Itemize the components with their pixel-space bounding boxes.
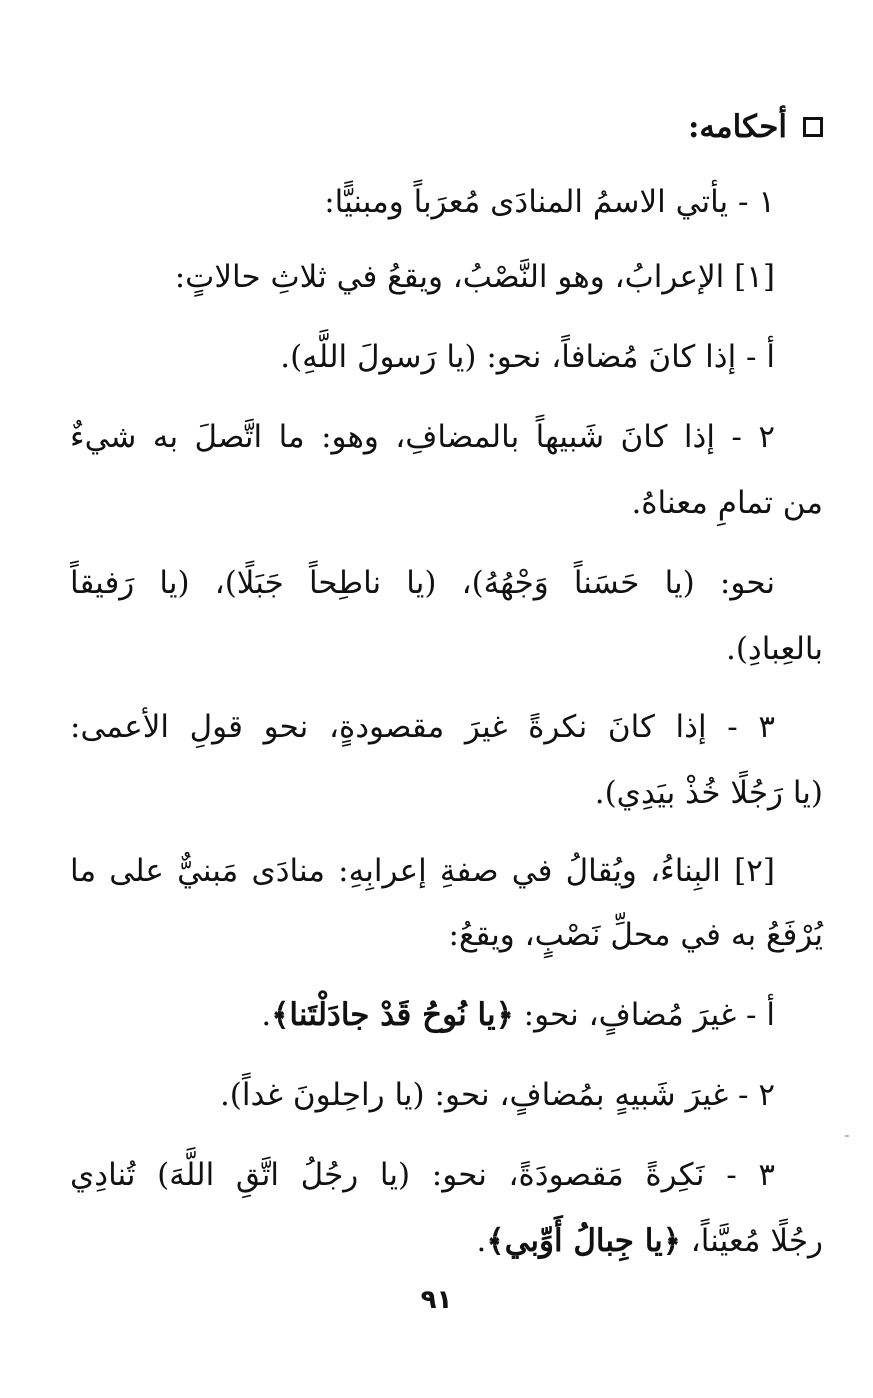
- scan-mark: [845, 1135, 849, 1137]
- quran-quote: ﴿يا جِبالُ أَوِّبي﴾: [486, 1223, 681, 1259]
- paragraph-line: نحو: (يا حَسَناً وَجْهُهُ)، (يا ناطِحاً جَبَلًا)، (يا رَفيقاً: [70, 565, 775, 601]
- paragraph-line: [٢] البِناءُ، ويُقالُ في صفةِ إعرابِهِ: منادَى مَبنيٌّ على ما: [70, 853, 775, 889]
- paragraph-line: ٣ - إذا كانَ نكرةً غيرَ مقصودةٍ، نحو قولِ الأعمى:: [70, 709, 775, 745]
- paragraph-line: ٢ - إذا كانَ شَبيهاً بالمضافِ، وهو: ما اتَّصلَ به شيءٌ: [70, 419, 775, 455]
- page-number: ٩١: [420, 1285, 453, 1315]
- paragraph-line: ١ - يأتي الاسمُ المنادَى مُعرَباً ومبنيًّا:: [324, 184, 775, 220]
- document-page: [70, 0, 823, 1398]
- paragraph-line: [70, 996, 775, 1035]
- line-text: أ - غيرَ مُضافٍ، نحو:: [513, 997, 775, 1033]
- quran-quote: ﴿يا نُوحُ قَدْ جادَلْتَنا﴾: [271, 997, 514, 1033]
- paragraph-line: أ - إذا كانَ مُضافاً، نحو: (يا رَسولَ اللَّهِ).: [280, 339, 775, 375]
- line-punctuation: .: [261, 997, 272, 1033]
- square-bullet-icon: [803, 117, 823, 137]
- line-punctuation: .: [476, 1223, 487, 1259]
- paragraph-line: ٣ - نَكِرةً مَقصودَةً، نحو: (يا رجُلُ اتَّقِ اللَّهَ) تُنادِي: [70, 1157, 775, 1193]
- line-text: رجُلًا مُعيَّناً،: [680, 1223, 823, 1259]
- paragraph-line: ٢ - غيرَ شَبيهٍ بمُضافٍ، نحو: (يا راحِلونَ غداً).: [219, 1077, 775, 1113]
- paragraph-line: [70, 1222, 823, 1261]
- paragraph-line: يُرْفَعُ به في محلِّ نَصْبٍ، ويقعُ:: [448, 917, 823, 953]
- paragraph-line: (يا رَجُلًا خُذْ بيَدِي).: [594, 775, 823, 811]
- section-heading: [688, 108, 823, 147]
- paragraph-line: من تمامِ معناهُ.: [631, 485, 823, 521]
- section-heading-text: أحكامه:: [687, 109, 787, 145]
- paragraph-line: [١] الإعرابُ، وهو النَّصْبُ، ويقعُ في ثلاثِ حالاتٍ:: [174, 259, 775, 295]
- paragraph-line: بالعِبادِ).: [725, 631, 823, 667]
